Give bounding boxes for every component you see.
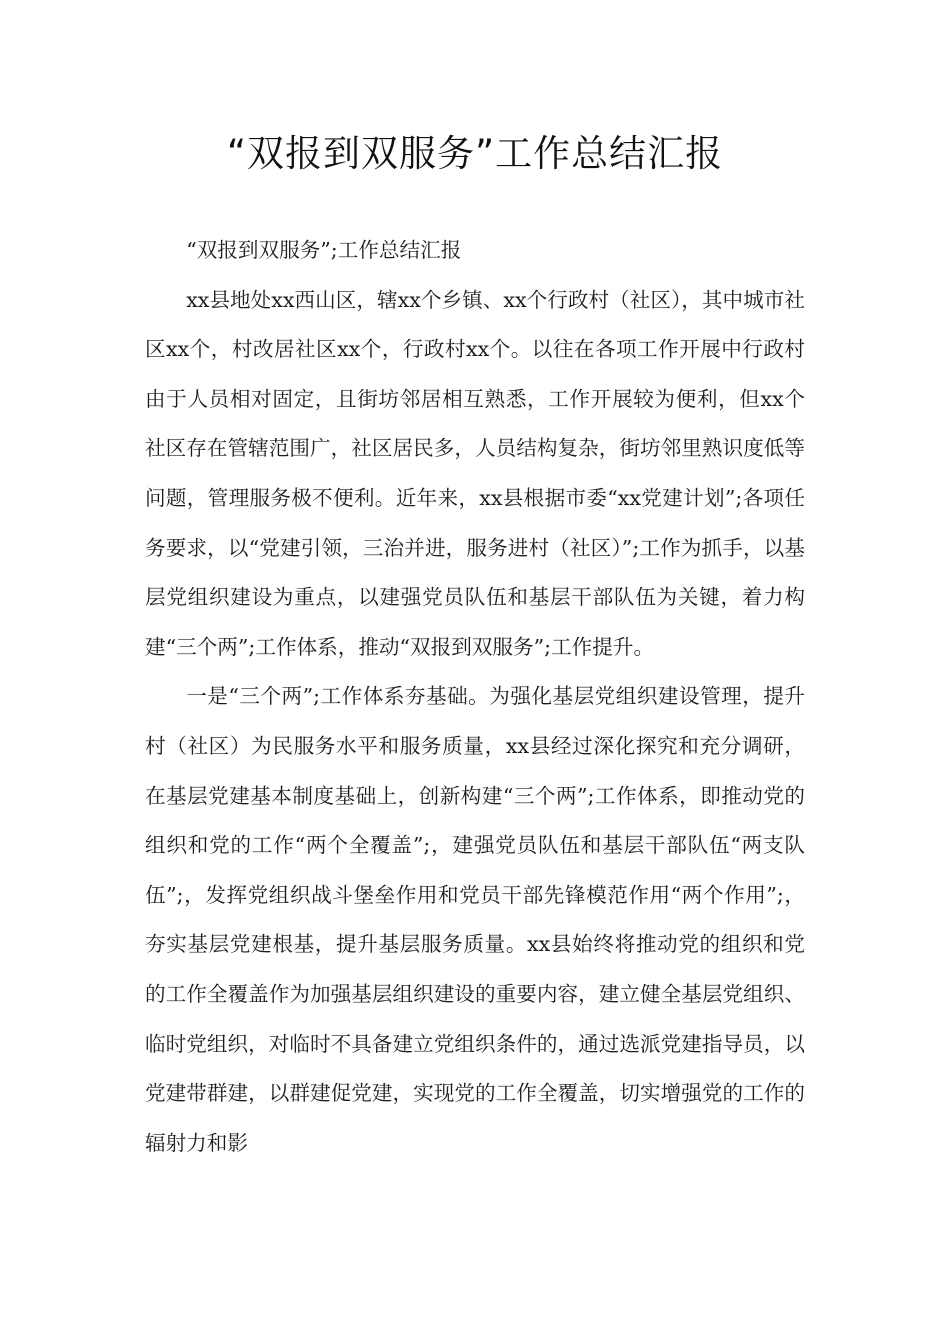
paragraph-work-system: 一是“三个两”;工作体系夯基础。为强化基层党组织建设管理，提升村（社区）为民服务水平和服务质量，xx县经过深化探究和充分调研，在基层党建基本制度基础上，创新构建“三个两”;工作体系，即推动党的组织和党的工作“两个全覆盖”;，建强党员队伍和基层干部队伍“两支队伍”;，发挥党组织战斗堡垒作用和党员干部先锋模范作用“两个作用”;，夯实基层党建根基，提升基层服务质量。xx县始终将推动党的组织和党的工作全覆盖作为加强基层组织建设的重要内容，建立健全基层党组织、临时党组织，对临时不具备建立党组织条件的，通过选派党建指导员，以党建带群建，以群建促党建，实现党的工作全覆盖，切实增强党的工作的辐射力和影 <box>145 684 805 1155</box>
paragraph-subtitle: “双报到双服务”;工作总结汇报 <box>186 238 462 262</box>
paragraph-overview: xx县地处xx西山区，辖xx个乡镇、xx个行政村（社区），其中城市社区xx个，村改居社区xx个，行政村xx个。以往在各项工作开展中行政村由于人员相对固定，且街坊邻居相互熟悉，工作开展较为便利，但xx个社区存在管辖范围广，社区居民多，人员结构复杂，街坊邻里熟识度低等问题，管理服务极不便利。近年来，xx县根据市委“xx党建计划”;各项任务要求，以“党建引领，三治并进，服务进村（社区）”;工作为抓手，以基层党组织建设为重点，以建强党员队伍和基层干部队伍为关键，着力构建“三个两”;工作体系，推动“双报到双服务”;工作提升。 <box>145 287 805 659</box>
document-title: “双报到双服务”工作总结汇报 <box>226 132 724 175</box>
document-body <box>145 226 805 1168</box>
